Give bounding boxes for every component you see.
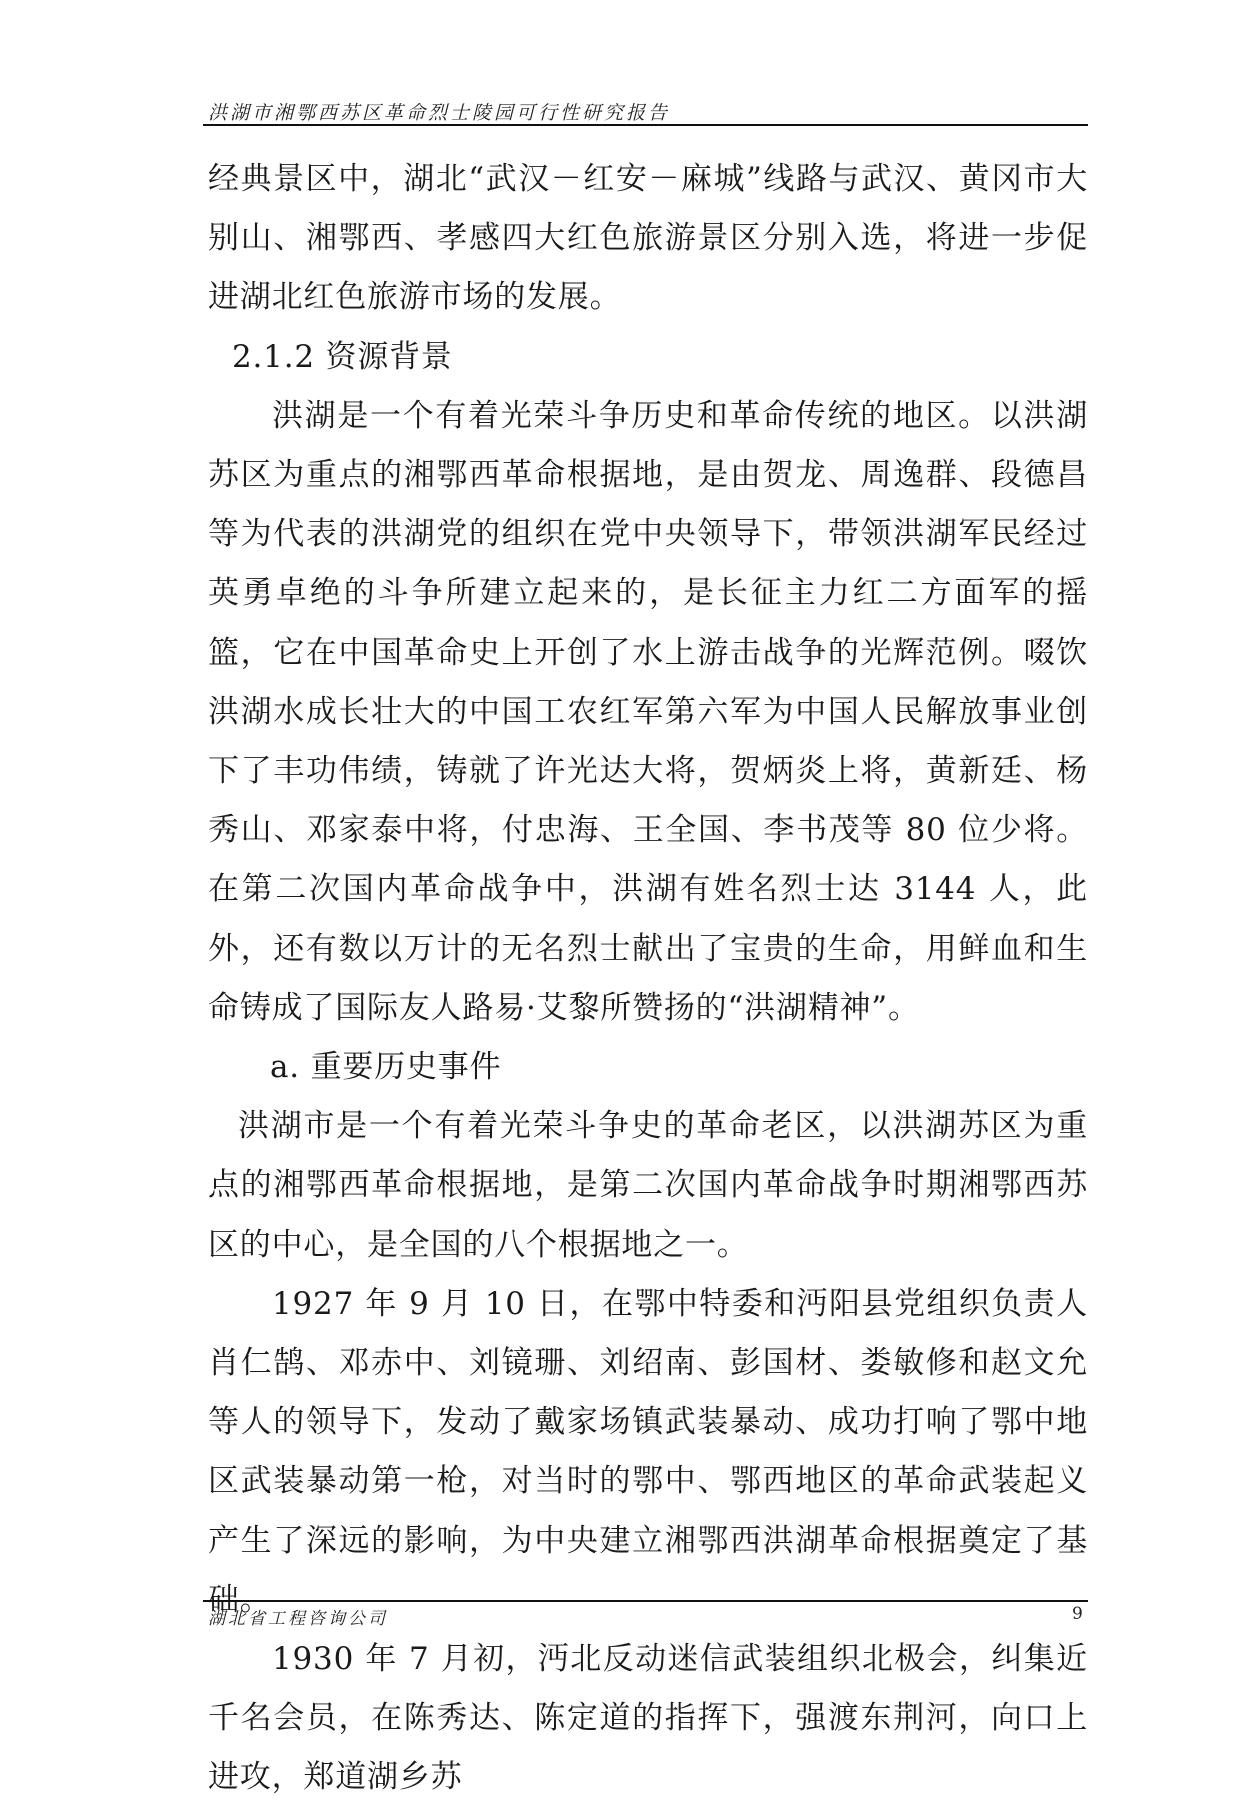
- section-heading-resource-background: 2.1.2 资源背景: [232, 338, 453, 375]
- page-number: 9: [1072, 1604, 1083, 1624]
- footer-divider: [203, 1600, 1088, 1602]
- subsection-heading-events: a. 重要历史事件: [270, 1049, 502, 1086]
- footer-organization: 湖北省工程咨询公司: [208, 1609, 388, 1629]
- header-divider: [203, 124, 1088, 126]
- paragraph-5: 1930 年 7 月初，沔北反动迷信武装组织北极会，纠集近千名会员，在陈秀达、陈定道的指挥下，强渡东荆河，向口上进攻，郑道湖乡苏: [208, 1641, 1088, 1796]
- body-content: [208, 150, 1088, 1808]
- paragraph-3: 洪湖市是一个有着光荣斗争史的革命老区，以洪湖苏区为重点的湘鄂西革命根据地，是第二次国内革命战争时期湘鄂西苏区的中心，是全国的八个根据地之一。: [208, 1108, 1088, 1263]
- paragraph-4: 1927 年 9 月 10 日，在鄂中特委和沔阳县党组织负责人肖仁鹄、邓赤中、刘镜珊、刘绍南、彭国材、娄敏修和赵文允等人的领导下，发动了戴家场镇武装暴动、成功打响了鄂中地区武装暴动第一枪，对当时的鄂中、鄂西地区的革命武装起义产生了深远的影响，为中央建立湘鄂西洪湖革命根据奠定了基础。: [208, 1285, 1088, 1618]
- running-header: 洪湖市湘鄂西苏区革命烈士陵园可行性研究报告: [208, 102, 671, 124]
- paragraph-1: 经典景区中，湖北“武汉－红安－麻城”线路与武汉、黄冈市大别山、湘鄂西、孝感四大红色旅游景区分别入选，将进一步促进湖北红色旅游市场的发展。: [208, 161, 1088, 316]
- paragraph-2: 洪湖是一个有着光荣斗争历史和革命传统的地区。以洪湖苏区为重点的湘鄂西革命根据地，是由贺龙、周逸群、段德昌等为代表的洪湖党的组织在党中央领导下，带领洪湖军民经过英勇卓绝的斗争所建立起来的，是长征主力红二方面军的摇篮，它在中国革命史上开创了水上游击战争的光辉范例。啜饮洪湖水成长壮大的中国工农红军第六军为中国人民解放事业创下了丰功伟绩，铸就了许光达大将，贺炳炎上将，黄新廷、杨秀山、邓家泰中将，付忠海、王全国、李书茂等 80 位少将。在第二次国内革命战争中，洪湖有姓名烈士达 3144 人，此外，还有数以万计的无名烈士献出了宝贵的生命，用鲜血和生命铸成了国际友人路易·艾黎所赞扬的“洪湖精神”。: [208, 397, 1088, 1026]
